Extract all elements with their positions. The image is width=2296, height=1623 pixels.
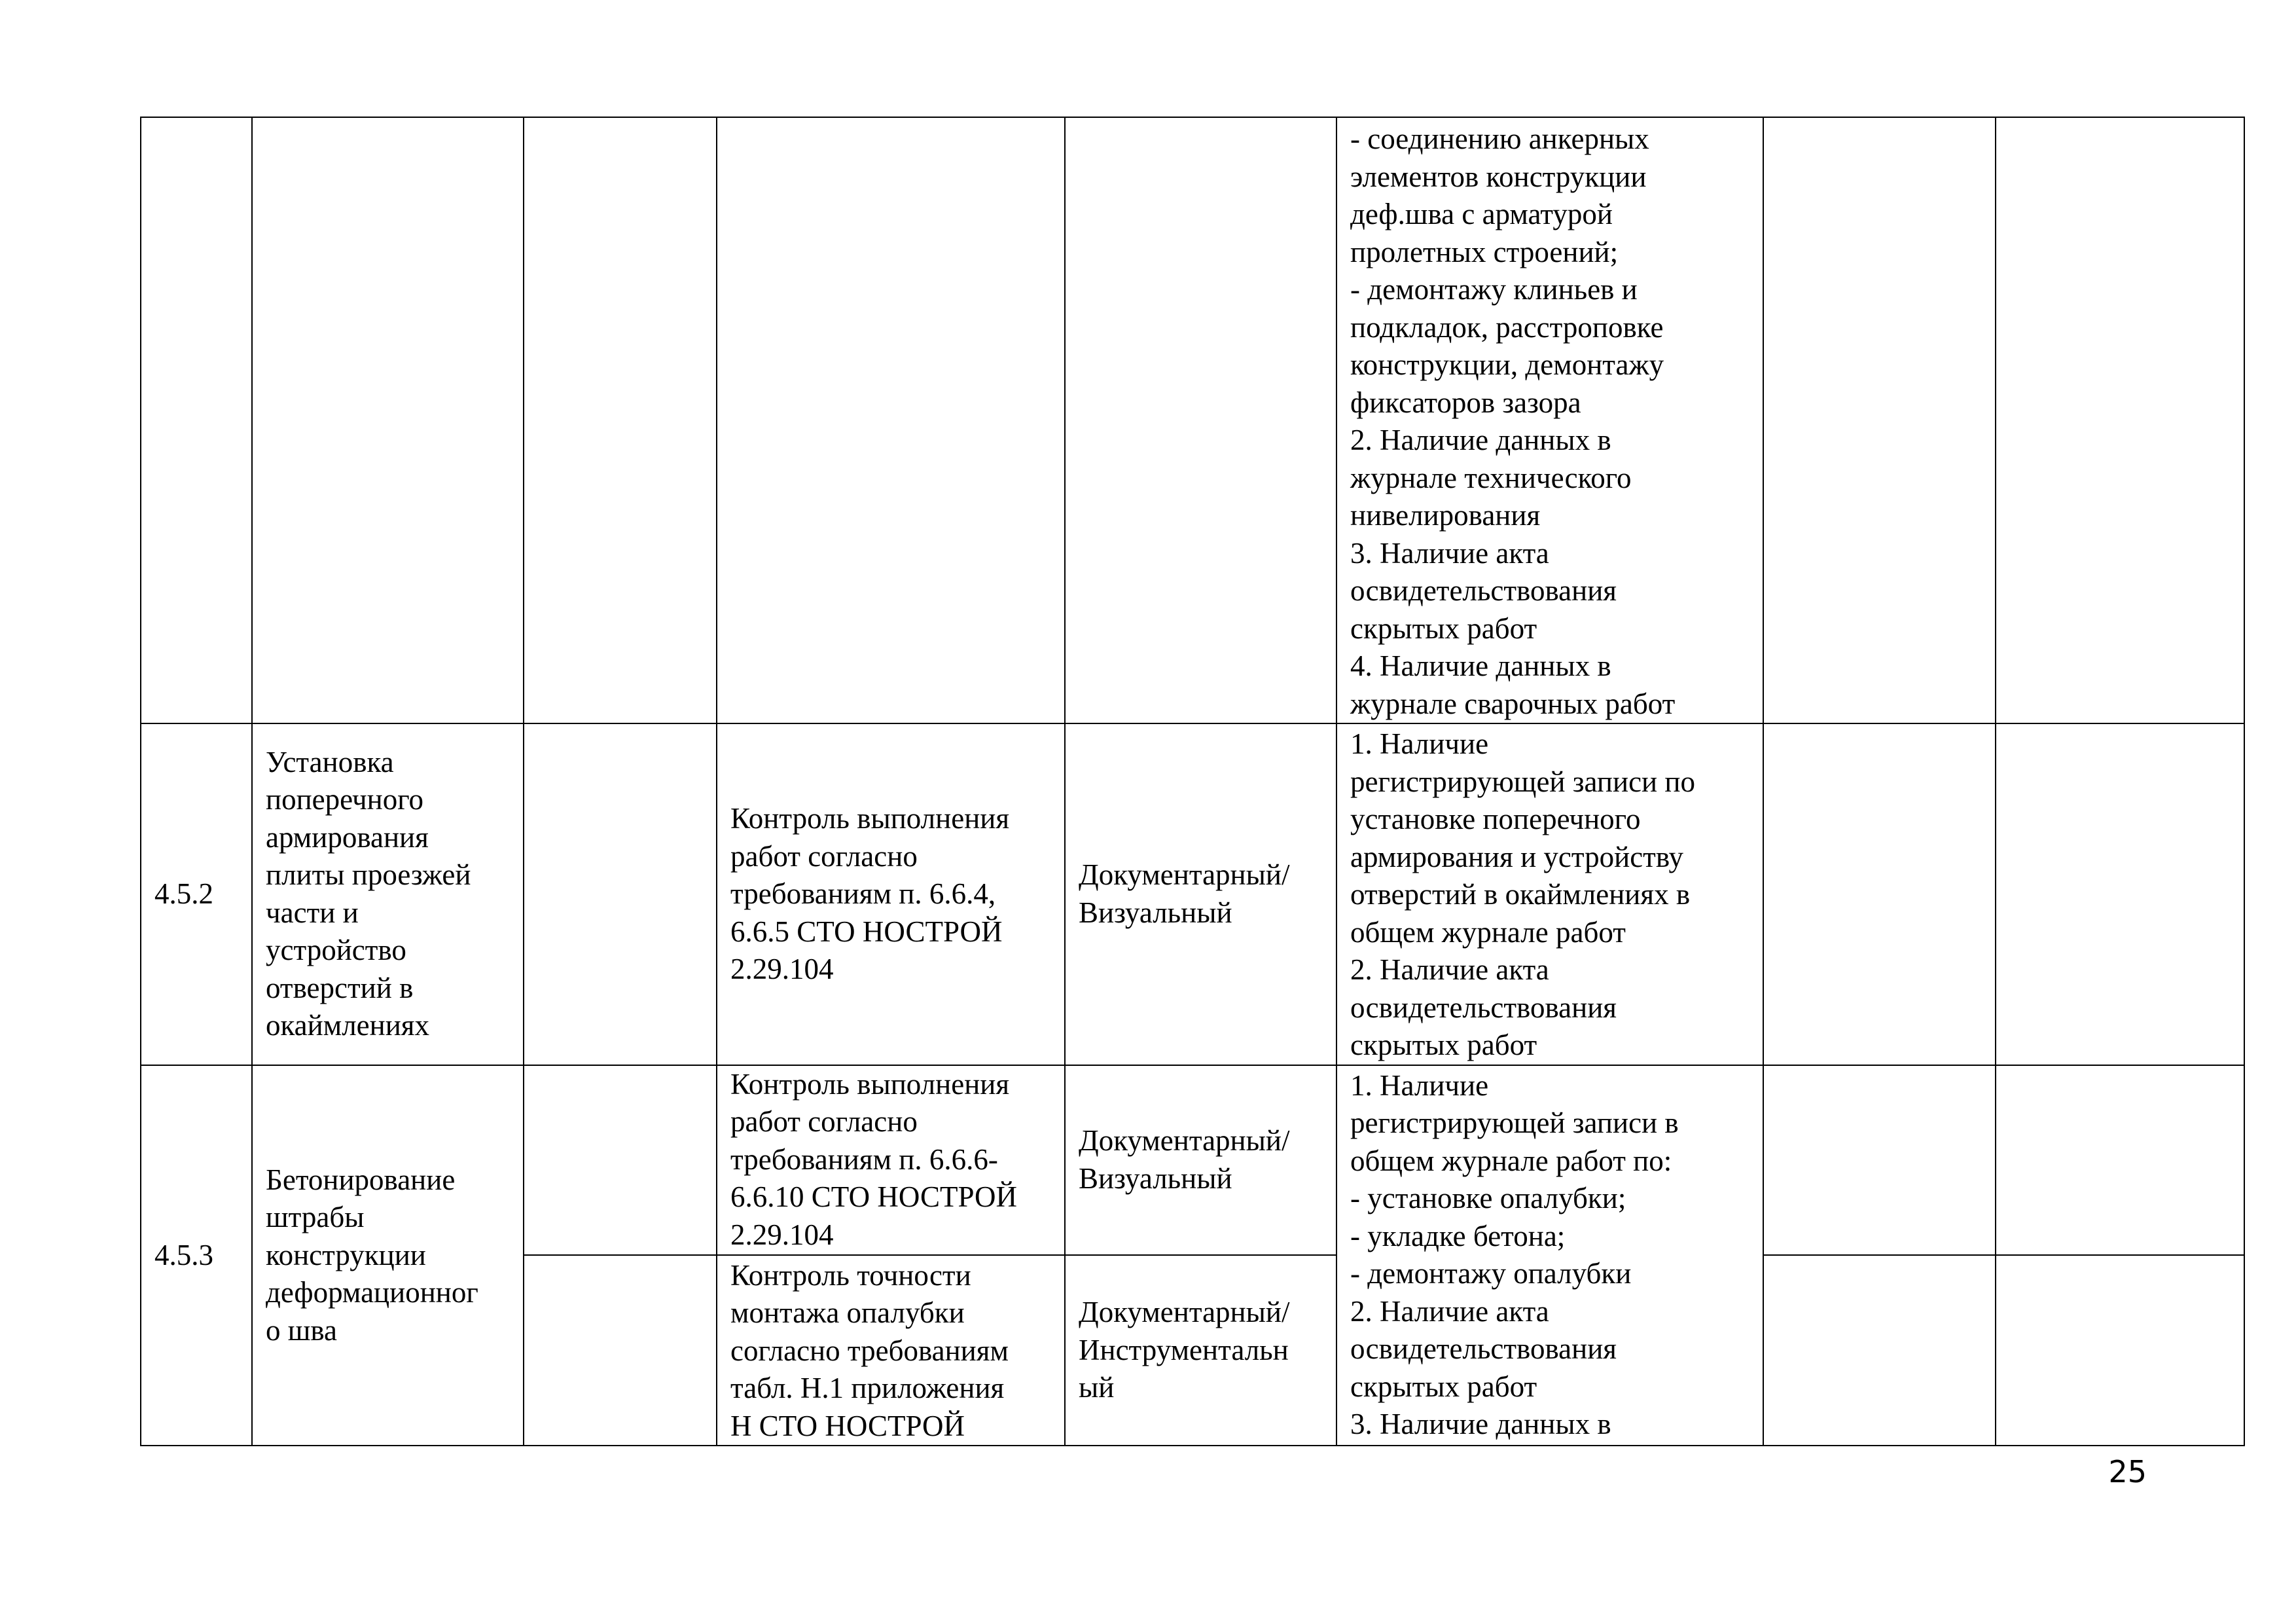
cell-control: Контроль точности монтажа опалубки согласно требованиям табл. Н.1 приложения Н СТО НОСТРОЙ xyxy=(717,1255,1065,1446)
cell-empty xyxy=(1763,723,1996,1065)
cell-empty xyxy=(524,1255,717,1446)
inspection-table xyxy=(140,117,2245,1446)
cell-number xyxy=(141,117,252,723)
cell-requirements: 1. Наличие регистрирующей записи по установке поперечного армирования и устройству отверстий в окаймлениях в общем журнале работ 2. Наличие акта освидетельствования скрытых работ xyxy=(1336,723,1763,1065)
cell-empty xyxy=(524,1065,717,1255)
cell-operation xyxy=(252,117,524,723)
cell-method: Документарный/ Визуальный xyxy=(1065,723,1336,1065)
cell-number: 4.5.3 xyxy=(141,1065,252,1446)
cell-requirements: 1. Наличие регистрирующей записи в общем журнале работ по: - установке опалубки; - укладке бетона; - демонтажу опалубки 2. Наличие акта освидетельствования скрытых работ 3. Наличие данных в xyxy=(1336,1065,1763,1446)
cell-control: Контроль выполнения работ согласно требованиям п. 6.6.6- 6.6.10 СТО НОСТРОЙ 2.29.104 xyxy=(717,1065,1065,1255)
page-number: 25 xyxy=(2108,1454,2147,1489)
cell-operation: Бетонирование штрабы конструкции деформационног о шва xyxy=(252,1065,524,1446)
cell-operation: Установка поперечного армирования плиты проезжей части и устройство отверстий в окаймлениях xyxy=(252,723,524,1065)
cell-method: Документарный/ Визуальный xyxy=(1065,1065,1336,1255)
cell-number: 4.5.2 xyxy=(141,723,252,1065)
cell-method: Документарный/ Инструментальн ый xyxy=(1065,1255,1336,1446)
cell-empty xyxy=(1763,117,1996,723)
cell-requirements: - соединению анкерных элементов конструкции деф.шва с арматурой пролетных строений; - демонтажу клиньев и подкладок, расстроповке конструкции, демонтажу фиксаторов зазора 2. Наличие данных в журнале технического нивелирования 3. Наличие акта освидетельствования скрытых работ 4. Наличие данных в журнале сварочных работ xyxy=(1336,117,1763,723)
table-row xyxy=(141,1065,2244,1255)
cell-empty xyxy=(1763,1255,1996,1446)
cell-empty xyxy=(524,723,717,1065)
cell-empty xyxy=(1996,1065,2244,1255)
table-row xyxy=(141,117,2244,723)
cell-control xyxy=(717,117,1065,723)
cell-empty xyxy=(1996,1255,2244,1446)
cell-method xyxy=(1065,117,1336,723)
cell-empty xyxy=(1996,723,2244,1065)
cell-empty xyxy=(1763,1065,1996,1255)
cell-empty xyxy=(524,117,717,723)
cell-empty xyxy=(1996,117,2244,723)
table-row xyxy=(141,723,2244,1065)
cell-control: Контроль выполнения работ согласно требованиям п. 6.6.4, 6.6.5 СТО НОСТРОЙ 2.29.104 xyxy=(717,723,1065,1065)
